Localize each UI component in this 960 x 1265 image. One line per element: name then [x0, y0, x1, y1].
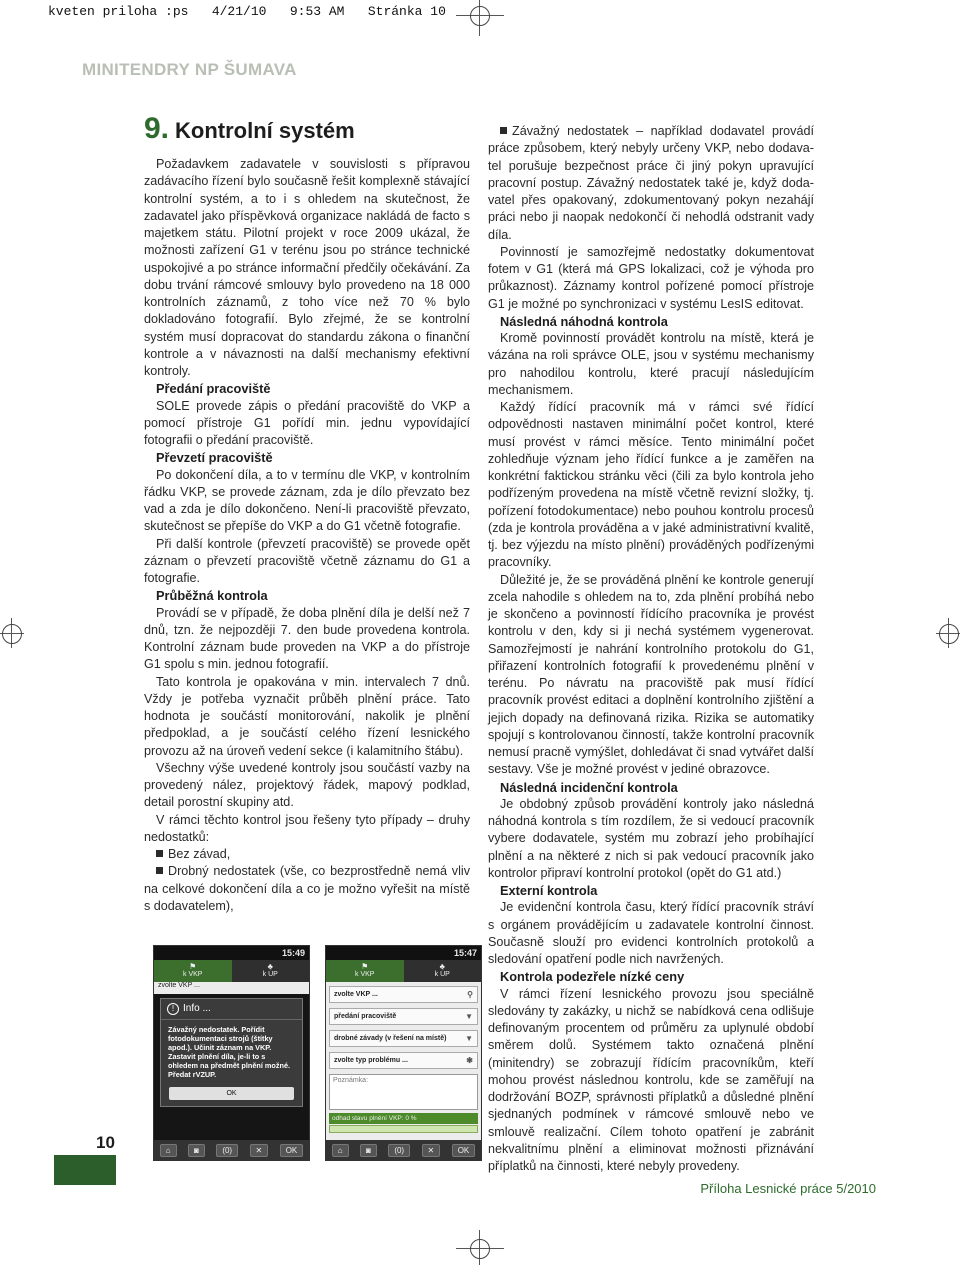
bullet-item	[488, 123, 814, 244]
flag-icon: ⚑	[361, 962, 369, 971]
section-title: Kontrolní systém	[175, 118, 355, 143]
subheading: Kontrola podezřele nízké ceny	[500, 969, 685, 985]
phone-bottom-bar	[154, 1140, 309, 1160]
select-value: zvolte VKP ...	[334, 991, 378, 998]
page-footer: Příloha Lesnické práce 5/2010	[700, 1181, 876, 1196]
phone-clock: 15:49	[281, 948, 305, 958]
phone-tab-vkp[interactable]	[154, 960, 232, 982]
page-tab-bar	[54, 1155, 116, 1185]
dialog-message: Závažný nedostatek. Pořídit fotodokumentaci strojů (štítky apod.). Učinit záznam na VKP. Zastavit plnění díla, je-li to s ohledem na předmět plnění možné. Předat rVZUP.	[168, 1025, 291, 1079]
paragraph: Je evidenční kontrola času, který řídící pracovník stráví s orgánem provádějícím u zadavatele kontrolní činnost. Současně slouží pro evidenci kontrolních protokolů a sledování opatření podle nich navržených.	[488, 900, 814, 966]
page-number: 10	[96, 1133, 115, 1152]
select-value: předání pracoviště	[334, 1013, 397, 1020]
phone-tab-vkp[interactable]	[326, 960, 404, 982]
phone-screenshot-info-dialog	[153, 945, 310, 1161]
tab-label: k VKP	[183, 971, 203, 978]
bullet-text: Drobný nedostatek (vše, co bezprostředně nemá vliv na celkové dokončení díla a co je možno vyřešit na místě s dodavatelem),	[144, 864, 470, 913]
paragraph: V rámci řízení lesnického provozu jsou speciálně sledovány ty zakázky, u nichž se nabídková cena odlišuje definovaným procentem od průměru za uplynulé období směrem dolů. Systémem takto označená plnění (minitendry) se zobrazují řídícím pracovníkům, kteří mohou provést následnou kontrolu, kde se zaměřují na dodržování BOZP, správnosti příplatků a důsledné plnění sjednaných podmínek v rámcové smlouvě nebo ve smlouvě realizační. Cílem tohoto opatření je zabránit nekvalitnímu plnění a eliminovat možnosti přiznávání příplatků na činnosti, které nebyly provedeny.	[488, 986, 814, 1173]
paragraph: Kromě povinností provádět kontrolu na místě, která je vázána na roli správce OLE, jsou v systému mechanismy pro nahodilou kontrolu, které pracují následujícím mechanismem.	[488, 331, 814, 397]
select-value: drobné závady (v řešení na místě)	[334, 1035, 447, 1042]
registration-mark	[2, 624, 22, 644]
dialog-ok-button[interactable]: OK	[169, 1087, 294, 1100]
paragraph: Požadavkem zadavatele v souvislosti s přípravou zadávacího řízení bylo současně řešit komplexně stávající kontrolní systém, a to i s ohledem na skutečnost, že zadavatel jako příspěvková organizace nakládá de facto s majetkem státu. Pilotní projekt v roce 2009 ukázal, že možnosti zařízení G1 v terénu jsou po stránce technické uspokojivé a po stránce informační předčily očekávání. Za dobu trvání rámcové smlouvy bylo provedeno na 18 000 kontrolních záznamů, z toho více než 70 % bylo dokladováno fotografií. Bylo zřejmé, že se kontrolní systém musí dopracovat do standardu zákona o finanční kontrole a v návaznosti na další mechanismy efektivní kontroly.	[144, 157, 470, 378]
paragraph: Každý řídící pracovník má v rámci své řídící odpovědnosti nastaven minimální počet kontrol, které musí provést v rámci měsíce. Tento minimální počet zohledňuje význam jeho řídící funkce a je zaměřen na konkrétní faktickou stránku věci (čili za bylo kontrola jeho podřízeným provedena na místě včetně revizní složky, tj. pořízení fotodokumentace) nebo pouhou kontrolu procesů (zda je kontrola prováděna a v jaké administrativní kvalitě, tj. bez výjezdu na místo plnění) prováděných podřízenými pracovníky.	[488, 400, 814, 570]
cancel-icon[interactable]: ✕	[250, 1144, 269, 1157]
bullet-item	[144, 863, 470, 915]
publication-brand: MINITENDRY NP ŠUMAVA	[82, 60, 297, 79]
home-icon[interactable]: ⌂	[160, 1144, 177, 1157]
subheading: Externí kontrola	[500, 883, 598, 898]
registration-mark	[470, 6, 490, 26]
problem-type-select[interactable]	[329, 1052, 478, 1069]
phone-bottom-bar	[326, 1140, 481, 1160]
vkp-select[interactable]	[329, 986, 478, 1003]
dialog-title-text: Info ...	[183, 1003, 211, 1014]
paragraph: SOLE provede zápis o předání pracoviště do VKP a pomocí přístroje G1 pořídí min. jednu vypovídající fotografii o předání pracoviště.	[144, 398, 470, 447]
phone-tab-up[interactable]	[404, 960, 482, 982]
home-icon[interactable]: ⌂	[332, 1144, 349, 1157]
subheading: Následná náhodná kontrola	[500, 313, 668, 329]
paragraph: Povinností je samozřejmě nedostatky dokumentovat fotem v G1 (která má GPS lokalizaci, což je výhoda pro průkaznost). Záznamy kontrol pořízené pomocí přístroje G1 je možné po synchronizaci v systému LesIS editovat.	[488, 244, 814, 311]
section-number: 9.	[144, 112, 170, 145]
subheading: Průběžná kontrola	[156, 588, 268, 604]
photo-count[interactable]: (0)	[216, 1144, 238, 1157]
subheading: Předání pracoviště	[156, 381, 271, 397]
right-column	[488, 123, 814, 1175]
search-icon: ⚲	[467, 990, 473, 999]
phone-clock: 15:47	[453, 948, 477, 958]
phone-tabs	[154, 960, 309, 982]
tab-label: k VKP	[355, 971, 375, 978]
phone-status-bar	[326, 946, 481, 960]
camera-icon[interactable]: ◙	[188, 1144, 205, 1157]
subheading: Následná incidenční kontrola	[500, 779, 678, 795]
tree-icon: ♣	[267, 962, 273, 971]
camera-icon[interactable]: ◙	[360, 1144, 377, 1157]
flag-icon: ⚑	[189, 962, 197, 971]
tab-label: k ÚP	[434, 971, 450, 978]
phone-tabs	[326, 960, 481, 982]
progress-slider[interactable]	[329, 1125, 478, 1133]
bug-icon: ✱	[466, 1056, 473, 1065]
note-input[interactable]: Poznámka:	[329, 1074, 478, 1110]
phone-status-bar	[154, 946, 309, 960]
paragraph: Je obdobný způsob provádění kontroly jako následná náhodná kontrola s tím rozdílem, že si vedoucí pracovník vybere dodavatele, systém mu zobrazí jeho probíhající plnění a na některé z nich si pak vedoucí pracovník jako kontrolor připraví kontrolní protokol (opět do G1 atd.)	[488, 796, 814, 880]
paragraph: Při další kontrole (převzetí pracoviště) se provede opět záznam o převzetí pracoviště včetně záznamu do G1 a fotografie.	[144, 536, 470, 585]
bullet-text: Bez závad,	[168, 847, 231, 861]
paragraph: Provádí se v případě, že doba plnění díla je delší než 7 dnů, tzn. že nejpozději 7. den bude provedena kontrola. Kontrolní záznam bude proveden na VKP a do přístroje G1 spolu s min. jednou fotografií.	[144, 605, 470, 672]
photo-count[interactable]: (0)	[388, 1144, 410, 1157]
paragraph: Po dokončení díla, a to v termínu dle VKP, v kontrolním řádku VKP, se provede záznam, zda je dílo převzato bez vad a zda je dílo dokončeno. Není-li pracoviště převzato, skutečnost se přepíše do VKP a do G1 včetně fotografie.	[144, 467, 470, 534]
bullet-item	[144, 846, 470, 863]
paragraph: Tato kontrola je opakována v min. intervalech 7 dnů. Vždy je potřeba vyznačit průběh plnění práce. Tato hodnota je součástí monitorování, nakolik je plnění předpoklad, a je součástí celého řízení lesnického provozu až na úroveň vedení sekce (i kalamitního štábu).	[144, 674, 470, 758]
phone-screenshot-form	[325, 945, 482, 1161]
tab-label: k ÚP	[262, 971, 278, 978]
info-icon: !	[167, 1003, 179, 1015]
progress-label: odhad stavu plnění VKP: 0 %	[329, 1113, 478, 1124]
subheading: Převzetí pracoviště	[156, 450, 273, 466]
info-dialog	[160, 998, 303, 1107]
phone-field[interactable]: zvolte VKP ...	[154, 982, 309, 994]
phone-tab-up[interactable]	[232, 960, 310, 982]
chevron-down-icon: ▼	[465, 1034, 473, 1043]
registration-mark	[470, 1239, 490, 1259]
paragraph: Všechny výše uvedené kontroly jsou součástí vazby na provedený nález, projektový řádek, mapový podklad, detail porostní skupiny atd.	[144, 760, 470, 810]
tree-icon: ♣	[439, 962, 445, 971]
select-value: zvolte typ problému ...	[334, 1057, 408, 1064]
defect-select[interactable]	[329, 1030, 478, 1047]
ok-button[interactable]: OK	[452, 1144, 476, 1157]
left-column	[144, 156, 470, 915]
print-slug: kveten priloha :ps 4/21/10 9:53 AM Stránka 10	[48, 4, 446, 19]
ok-button[interactable]: OK	[280, 1144, 304, 1157]
registration-mark	[939, 624, 959, 644]
paragraph: V rámci těchto kontrol jsou řešeny tyto případy – druhy nedostatků:	[144, 812, 470, 844]
phone-form	[326, 982, 481, 1140]
chevron-down-icon: ▼	[465, 1012, 473, 1021]
dialog-title	[161, 999, 302, 1020]
cancel-icon[interactable]: ✕	[422, 1144, 441, 1157]
action-select[interactable]	[329, 1008, 478, 1025]
paragraph: Důležité je, že se prováděná plnění ke kontrole generují zcela nahodile s ohledem na to, zda plnění probíhá nebo je skončeno a povinností řídícího pracovníka je provést kontrolu v den, kdy si ji nechá systémem vygenerovat. Samozřejmostí je nahrání kontrolního protokolu do G1, přiřazení kontrolních fotografií k provedenému plnění v terénu. Po návratu na pracoviště pak musí řídící pracovník provést editaci a doplnění kontrolního zjištění a jejich dopady na definovaná rizika. Rizika se automatiky spojují s kontrolovanou činností, takže kontrolní pracovník nemusí pracně vymýšlet, dohledávat či snad vytvářet další sestavy. Vše je možné provést v jediné obrazovce.	[488, 572, 814, 777]
section-heading	[144, 112, 355, 146]
bullet-text: Závažný nedostatek – například dodavatel provádí práce způsobem, který nebyly určeny VKP, nebo dodavatel porušuje bezpečnost práce či jiný pokyn upravující pracovní postup. Závažný nedostatek také je, když dodavatel přes opakovaný, zdokumentovaný pokyn nezahájí práci nebo ji naopak nedokončí či nehodlá odstranit vady díla.	[488, 124, 814, 242]
